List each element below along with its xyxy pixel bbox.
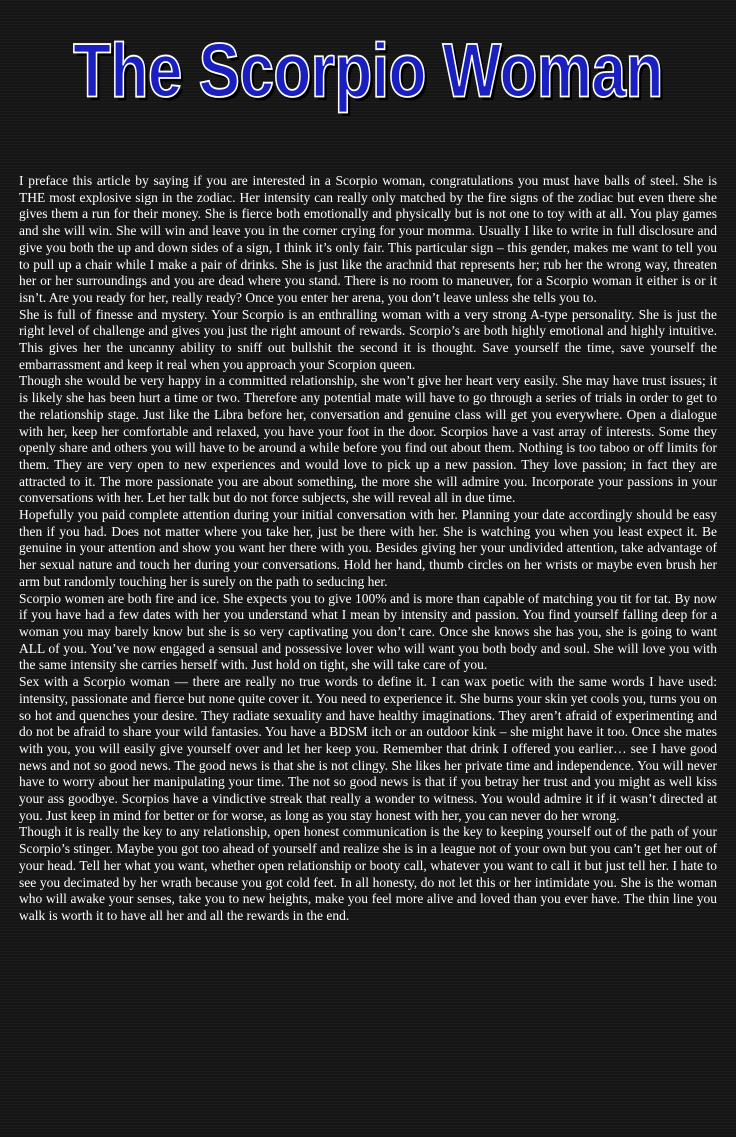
paragraph: Though she would be very happy in a committed relationship, she won’t give her heart very easily. She may have trust issues; it is likely she has been hurt a time or two. Therefore any potential mate will have to go through a series of trials in order to get to the relationship stage. Just like the Libra before her, conversation and genuine class will get you everywhere. Open a dialogue with her, keep her comfortable and relaxed, you have your foot in the door. Scorpios have a vast array of interests. Some they openly share and others you will have to be around a while before you find out about them. Nothing is too taboo or off limits for them. They are very open to new experiences and would love to pick up a new passion. They love passion; in fact they are attracted to it. The more passionate you are about something, the more she will admire you. Incorporate your passions in your conversations with her. Let her talk but do not force subjects, she will reveal all in due time. xyxy=(19,373,717,506)
page-title: The Scorpio Woman xyxy=(73,29,663,114)
paragraph: Scorpio women are both fire and ice. She expects you to give 100% and is more than capable of matching you tit for tat. By now if you have had a few dates with her you understand what I mean by intensity and passion. You find yourself falling deep for a woman you may barely know but she is so very captivating you don’t care. Once she knows she has you, she is going to want ALL of you. You’ve now engaged a sensual and possessive lover who will want you both body and soul. She will love you with the same intensity she carries herself with. Just hold on tight, she will take care of you. xyxy=(19,590,717,673)
article-body xyxy=(19,173,717,925)
paragraph: Hopefully you paid complete attention during your initial conversation with her. Planning your date accordingly should be easy then if you had. Does not matter where you take her, just be there with her. She is watching you when you least expect it. Be genuine in your attention and show you want her there with you. Besides giving her your undivided attention, take advantage of her sexual nature and touch her during your conversations. Hold her hand, thumb circles on her wrists or maybe even brush her arm but randomly touching her is surely on the path to seducing her. xyxy=(19,507,717,589)
title-banner xyxy=(0,24,736,134)
paragraph: I preface this article by saying if you are interested in a Scorpio woman, congratulations you must have balls of steel. She is THE most explosive sign in the zodiac. Her intensity can really only matched by the fire signs of the zodiac but even there she gives them a run for their money. She is fierce both emotionally and physically but is not one to toy with at all. You play games and she will win. She will win and leave you in the corner crying for your momma. Usually I like to write in full disclosure and give you both the up and down sides of a sign, I think it’s only fair. This particular sign – this gender, makes me want to tell you to pull up a chair while I make a pair of drinks. She is just like the arachnid that represents her; rub her the wrong way, threaten her or her surroundings and you are dead where you stand. There is no room to maneuver, for a Scorpio woman it either is or it isn’t. Are you ready for her, really ready? Once you enter her arena, you don’t leave unless she tells you to. xyxy=(19,173,717,305)
paragraph: Sex with a Scorpio woman — there are really no true words to define it. I can wax poetic with the same words I have used: intensity, passionate and fierce but none quite cover it. You need to experience it. She burns your skin yet cools you, turns you on so hot and quenches your desire. They radiate sexuality and have healthy imaginations. They aren’t afraid of experimenting and do not be afraid to share your wild fantasies. You have a BDSM itch or an outdoor kink – she might have it too. Once she mates with you, you will easily give yourself over and let her keep you. Remember that drink I offered you earlier… see I have good news and not so good news. The good news is that she is not clingy. She likes her private time and independence. You will never have to worry about her manipulating your time. The not so good news is that if you betray her trust and you might as well kiss your ass goodbye. Scorpios have a vindictive streak that really a wonder to witness. You would admire it if it wasn’t directed at you. Just keep in mind for better or for worse, as long as you stay honest with her, you can never do her wrong. xyxy=(19,674,717,823)
paragraph: Though it is really the key to any relationship, open honest communication is the key to keeping yourself out of the path of your Scorpio’s stinger. Maybe you got too ahead of yourself and realize she is in a league not of your own but you can’t get her out of your head. Tell her what you want, whether open relationship or booty call, whatever you want to call it but just tell her. I hate to see you decimated by her wrath because you got cold feet. In all honesty, do not let this or her intimidate you. She is the woman who will awake your senses, take you to new heights, make you feel more alive and loved than you ever have. The thin line you walk is worth it to have all her and all the rewards in the end. xyxy=(19,824,717,923)
paragraph: She is full of finesse and mystery. Your Scorpio is an enthralling woman with a very strong A-type personality. She is just the right level of challenge and gives you just the right amount of rewards. Scorpio’s are both highly emotional and highly intuitive. This gives her the uncanny ability to sniff out bullshit the second it is thought. Save yourself the time, save yourself the embarrassment and keep it real when you approach your Scorpion queen. xyxy=(19,306,717,372)
